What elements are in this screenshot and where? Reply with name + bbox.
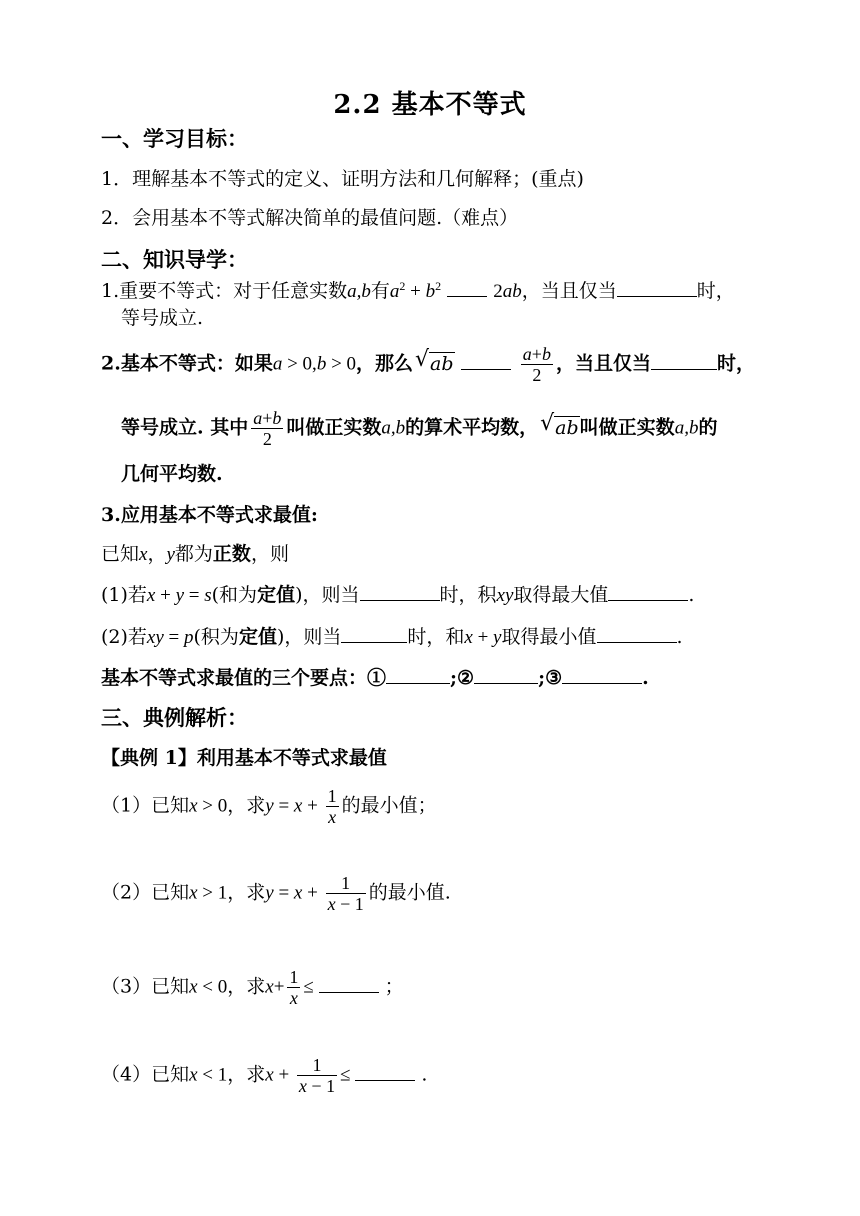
case1-when: )，则当: [295, 584, 360, 606]
math-x-y: x: [139, 544, 148, 565]
text-positive: 正数: [212, 543, 251, 565]
question-4: [101, 1055, 427, 1096]
section-heading-examples: 三、典例解析：: [101, 705, 248, 730]
math-y-eq-x-plus: y = x +: [265, 882, 323, 904]
blank-relation-2[interactable]: [461, 351, 511, 370]
important-inequality-line1: [101, 278, 735, 304]
math-x-plus: x+: [265, 976, 285, 998]
q4-prefix: （4）已知: [101, 1063, 190, 1086]
q3-prefix: （3）已知: [101, 975, 190, 998]
blank-q3[interactable]: [319, 974, 379, 993]
question-2: [101, 873, 451, 914]
math-xy-eq-p: xy = p: [146, 627, 194, 648]
blank-condition-2[interactable]: [651, 351, 717, 370]
math-x-lt-1: x < 1: [189, 1064, 228, 1086]
math-a2-b2: $a^2 + b^2$: [389, 279, 442, 302]
math-ab-3: a,b: [674, 417, 699, 439]
math-frac-a-plus-b-over-2-b: $\frac{a+b}{2}$: [253, 408, 282, 449]
q2-find: ，求: [227, 881, 266, 904]
q4-find: ，求: [227, 1063, 266, 1086]
math-2ab: 2ab: [493, 281, 522, 302]
text-then-2: ，则: [250, 543, 289, 565]
blank-keypoint-3[interactable]: [562, 665, 642, 684]
q3-find: ，求: [227, 975, 266, 998]
text-known: 已知: [101, 543, 140, 565]
math-frac-1-over-x-b: $\frac{1}{x}$: [289, 967, 299, 1008]
case2-min: 取得最小值: [501, 626, 597, 648]
question-3: [101, 967, 404, 1008]
case1-max: 取得最大值: [513, 584, 609, 606]
q1-suffix: 的最小值；: [341, 794, 437, 817]
text-called: 叫做正实数: [286, 416, 382, 439]
text-then: ，那么: [356, 352, 414, 375]
blank-case1-condition[interactable]: [360, 582, 440, 601]
math-ab: a,b: [347, 281, 371, 302]
apply-case-1: (1)若x + y = s(和为定值)，则当 时，积xy取得最大值 .: [101, 584, 695, 606]
basic-inequality-line2: [121, 408, 717, 449]
text-arithmetic-mean: 的算术平均数，: [405, 416, 539, 439]
blank-condition-1[interactable]: [617, 278, 697, 297]
math-leq: ≤: [303, 976, 319, 998]
case1-sum: (和为: [211, 584, 258, 606]
text-equality-holds: 等号成立. 其中: [121, 416, 249, 439]
important-inequality-line2: 等号成立.: [121, 307, 204, 329]
keypoint-2-marker: ;②: [450, 667, 475, 689]
important-inequality-prefix: 1.重要不等式：对于任意实数: [101, 280, 348, 302]
math-x-plus-y-eq-s: x + y = s: [146, 585, 212, 606]
case2-fixed: 定值: [238, 626, 277, 648]
three-key-points: 基本不等式求最值的三个要点：① ;② ;③ .: [101, 667, 649, 689]
math-frac-1-over-x-minus-1-b: $\frac{1}{x - 1}$: [298, 1055, 336, 1096]
math-x-gt-0: x > 0: [189, 795, 228, 817]
objective-item-1: 1．理解基本不等式的定义、证明方法和几何解释；(重点): [101, 168, 584, 190]
case2-sum: 时，和: [407, 626, 465, 648]
q4-suffix: .: [421, 1063, 428, 1086]
math-y: y: [166, 544, 175, 565]
keypoint-3-marker: ;③: [538, 667, 563, 689]
math-leq-2: ≤: [340, 1064, 356, 1086]
case2-when: )，则当: [276, 626, 342, 648]
case2-product: (积为: [193, 626, 239, 648]
case1-prefix: (1)若: [101, 584, 147, 606]
apply-heading: 3.应用基本不等式求最值:: [101, 504, 318, 526]
page-title: 2.2 基本不等式: [333, 90, 527, 120]
math-frac-1-over-x-minus-1: $\frac{1}{x - 1}$: [327, 873, 364, 914]
text-are: 都为: [174, 543, 213, 565]
math-y-eq-x-plus-1-over-x: y = x +: [265, 795, 323, 817]
case1-product: 时，积: [439, 584, 497, 606]
blank-case1-max[interactable]: [608, 582, 688, 601]
text-of: 的: [698, 416, 718, 439]
math-frac-1-over-x: $\frac{1}{x}$: [327, 786, 337, 827]
text-called-2: 叫做正实数: [579, 416, 675, 439]
basic-inequality-prefix: 2.基本不等式：如果: [101, 352, 273, 375]
case1-fixed: 定值: [257, 584, 296, 606]
text-iff: ，当且仅当: [521, 280, 617, 302]
math-xy: xy: [496, 585, 514, 606]
q1-find: ，求: [227, 794, 266, 817]
q1-prefix: （1）已知: [101, 794, 190, 817]
apply-known: 已知x，y都为正数，则: [101, 543, 289, 565]
math-sqrt-ab-2: √ ab: [540, 410, 579, 439]
text-when-2: 时，: [716, 352, 755, 375]
case2-prefix: (2)若: [101, 626, 147, 648]
blank-case2-condition[interactable]: [341, 624, 407, 643]
question-1: [101, 786, 437, 827]
math-ab-2: a,b: [381, 417, 406, 439]
math-x-lt-0: x < 0: [189, 976, 228, 998]
section-heading-knowledge: 二、知识导学：: [101, 247, 248, 272]
math-sqrt-ab: √ ab: [415, 346, 454, 375]
blank-relation-1[interactable]: [447, 278, 487, 297]
blank-keypoint-2[interactable]: [474, 665, 538, 684]
q2-suffix: 的最小值.: [368, 881, 451, 904]
math-frac-a-plus-b-over-2: $\frac{a+b}{2}$: [522, 344, 551, 385]
text-has: 有: [370, 280, 390, 302]
math-a-gt0-b-gt0: a > 0,b > 0: [272, 353, 357, 375]
objective-item-2: 2．会用基本不等式解决简单的最值问题.（难点）: [101, 207, 519, 229]
q3-suffix: ；: [384, 975, 404, 998]
math-x-plus-y: x + y: [464, 627, 502, 648]
keypoints-label: 基本不等式求最值的三个要点：①: [101, 667, 387, 689]
text-iff-2: ，当且仅当: [555, 352, 651, 375]
basic-inequality-line3: 几何平均数.: [121, 463, 223, 485]
blank-case2-min[interactable]: [597, 624, 677, 643]
q2-prefix: （2）已知: [101, 881, 190, 904]
math-x-gt-1: x > 1: [189, 882, 228, 904]
math-x-plus-b: x +: [265, 1064, 294, 1086]
blank-q4[interactable]: [355, 1062, 415, 1081]
apply-case-2: (2)若xy = p(积为定值)，则当 时，和x + y取得最小值 .: [101, 626, 683, 648]
blank-keypoint-1[interactable]: [386, 665, 450, 684]
basic-inequality-line1: [101, 344, 755, 385]
text-when: 时，: [696, 280, 735, 302]
section-heading-objectives: 一、学习目标：: [101, 126, 248, 151]
example-1-title: 【典例 1】利用基本不等式求最值: [101, 747, 387, 769]
